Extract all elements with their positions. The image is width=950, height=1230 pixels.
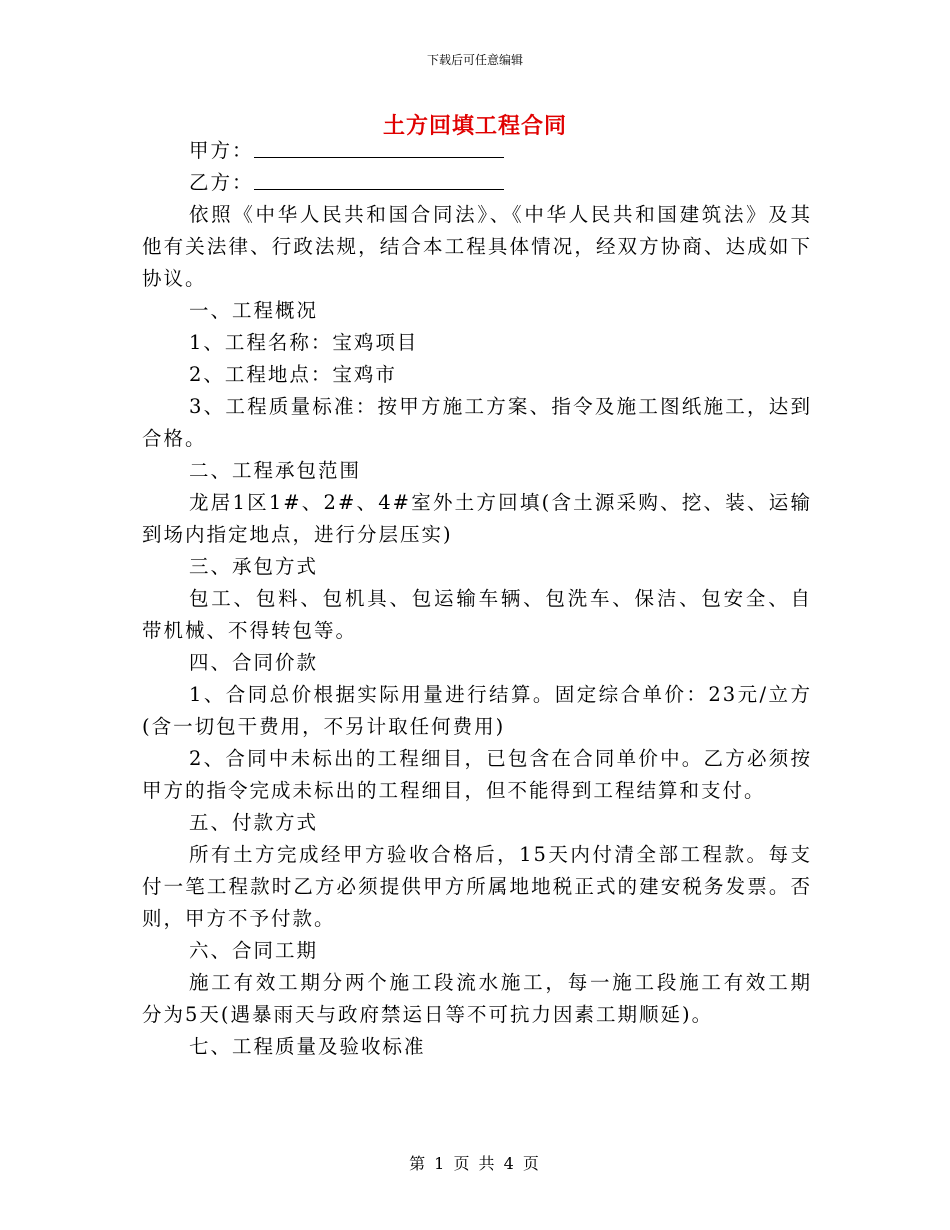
page-footer: 第 1 页 共 4 页: [409, 1154, 541, 1173]
paragraph-scope: 龙居1区1#、2#、4#室外土方回填(含土源采购、挖、装、运输到场内指定地点，进行分层压实): [142, 491, 812, 546]
section-heading-payment: 五、付款方式: [189, 811, 319, 834]
paragraph-payment: 所有土方完成经甲方验收合格后，15天内付清全部工程款。每支付一笔工程款时乙方必须提供甲方所属地地税正式的建安税务发票。否则，甲方不予付款。: [142, 843, 812, 930]
document-title: 土方回填工程合同: [382, 113, 567, 139]
party-a-label: 甲方：: [189, 139, 254, 162]
paragraph-preamble: 依照《中华人民共和国合同法》、《中华人民共和国建筑法》及其他有关法律、行政法规，结合本工程具体情况，经双方协商、达成如下协议。: [142, 203, 812, 290]
party-a-blank: [254, 135, 504, 158]
paragraph-duration: 施工有效工期分两个施工段流水施工，每一施工段施工有效工期分为5天(遇暴雨天与政府禁运日等不可抗力因素工期顺延)。: [142, 971, 812, 1026]
paragraph-contract-method: 包工、包料、包机具、包运输车辆、包洗车、保洁、包安全、自带机械、不得转包等。: [142, 587, 812, 642]
section-heading-price: 四、合同价款: [189, 651, 319, 674]
section-heading-duration: 六、合同工期: [189, 939, 319, 962]
document-body: [142, 135, 812, 1063]
paragraph-price-2: 2、合同中未标出的工程细目，已包含在合同单价中。乙方必须按甲方的指令完成未标出的工程细目，但不能得到工程结算和支付。: [142, 747, 812, 802]
paragraph-price-1: 1、合同总价根据实际用量进行结算。固定综合单价：23元/立方(含一切包干费用，不另计取任何费用): [142, 683, 812, 738]
header-note: 下载后可任意编辑: [426, 53, 523, 67]
paragraph-project-location: 2、工程地点：宝鸡市: [189, 363, 397, 386]
party-b-blank: [254, 167, 504, 190]
party-a-line: [142, 135, 812, 167]
section-heading-quality-acceptance: 七、工程质量及验收标准: [189, 1035, 426, 1058]
paragraph-quality-standard: 3、工程质量标准：按甲方施工方案、指令及施工图纸施工，达到合格。: [142, 395, 812, 450]
party-b-line: [142, 167, 812, 199]
section-heading-scope: 二、工程承包范围: [189, 459, 362, 482]
paragraph-project-name: 1、工程名称：宝鸡项目: [189, 331, 419, 354]
party-b-label: 乙方：: [189, 171, 254, 194]
section-heading-overview: 一、工程概况: [189, 299, 319, 322]
section-heading-contract-method: 三、承包方式: [189, 555, 319, 578]
